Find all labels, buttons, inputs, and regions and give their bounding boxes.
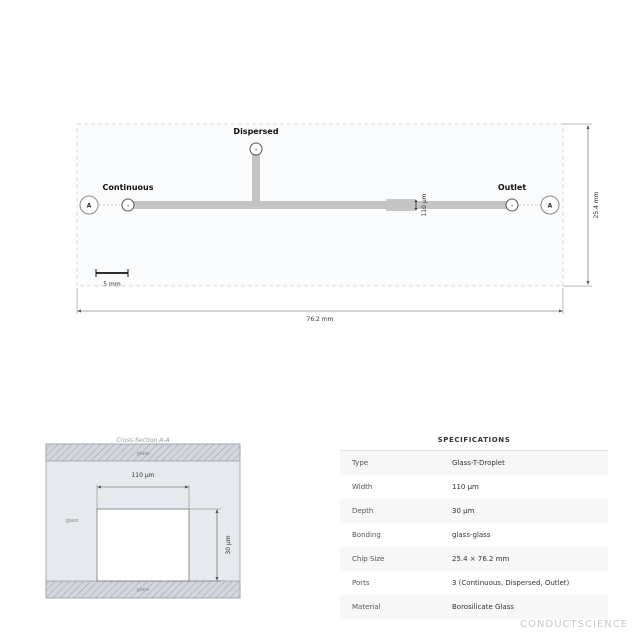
spec-key: Ports <box>352 579 370 587</box>
spec-value: 3 (Continuous, Dispersed, Outlet) <box>452 579 570 587</box>
spec-row <box>340 595 608 619</box>
outlet-label: Outlet <box>497 183 527 192</box>
section-depth-label: 30 µm <box>225 535 232 555</box>
spec-row <box>340 523 608 547</box>
spec-row <box>340 499 608 523</box>
svg-text:A: A <box>547 202 553 210</box>
top-layer-label: glass <box>136 451 150 457</box>
spec-key: Depth <box>352 507 374 515</box>
svg-text:+: + <box>126 203 130 208</box>
spec-row <box>340 451 608 475</box>
bottom-layer-label: glass <box>136 587 150 593</box>
brand-logo: CONDUCTSCIENCE <box>520 619 628 630</box>
specifications-title: SPECIFICATIONS <box>340 432 608 451</box>
continuous-port[interactable] <box>122 199 134 211</box>
svg-text:+: + <box>510 203 514 208</box>
height-dim-label: 25.4 mm <box>593 191 600 219</box>
side-glass-label: glass <box>65 518 79 524</box>
spec-value: Borosilicate Glass <box>452 603 514 611</box>
spec-value: 25.4 × 76.2 mm <box>452 555 510 563</box>
spec-row <box>340 547 608 571</box>
dispersed-port[interactable] <box>250 143 262 155</box>
spec-row <box>340 571 608 595</box>
section-width-label: 110 µm <box>131 472 155 479</box>
channel-width-label: 110 µm <box>421 193 428 217</box>
section-marker-left <box>80 196 98 214</box>
outlet-port[interactable] <box>506 199 518 211</box>
continuous-label: Continuous <box>102 183 154 192</box>
spec-key: Bonding <box>352 531 381 539</box>
spec-value: Glass-T-Droplet <box>452 459 505 467</box>
spec-value: glass-glass <box>452 531 491 539</box>
main-channel <box>128 201 512 209</box>
dispersed-channel <box>252 149 260 203</box>
cross-section-title: Cross-Section A-A <box>116 437 170 444</box>
spec-value: 30 µm <box>452 507 475 515</box>
spec-key: Chip Size <box>352 555 385 563</box>
spec-key: Width <box>352 483 373 491</box>
length-dim-label: 76.2 mm <box>306 316 334 323</box>
spec-key: Material <box>352 603 381 611</box>
height-dimension <box>563 124 600 286</box>
svg-text:A: A <box>86 202 92 210</box>
spec-row <box>340 475 608 499</box>
svg-text:+: + <box>254 147 258 152</box>
scale-bar-label: 5 mm <box>103 281 121 288</box>
channel-cavity <box>97 509 189 581</box>
section-marker-right <box>541 196 559 214</box>
spec-value: 110 µm <box>452 483 479 491</box>
length-dimension <box>77 288 563 323</box>
dispersed-label: Dispersed <box>233 127 279 136</box>
specifications-table <box>340 432 608 619</box>
spec-key: Type <box>352 459 369 467</box>
spec-rows <box>340 451 608 619</box>
